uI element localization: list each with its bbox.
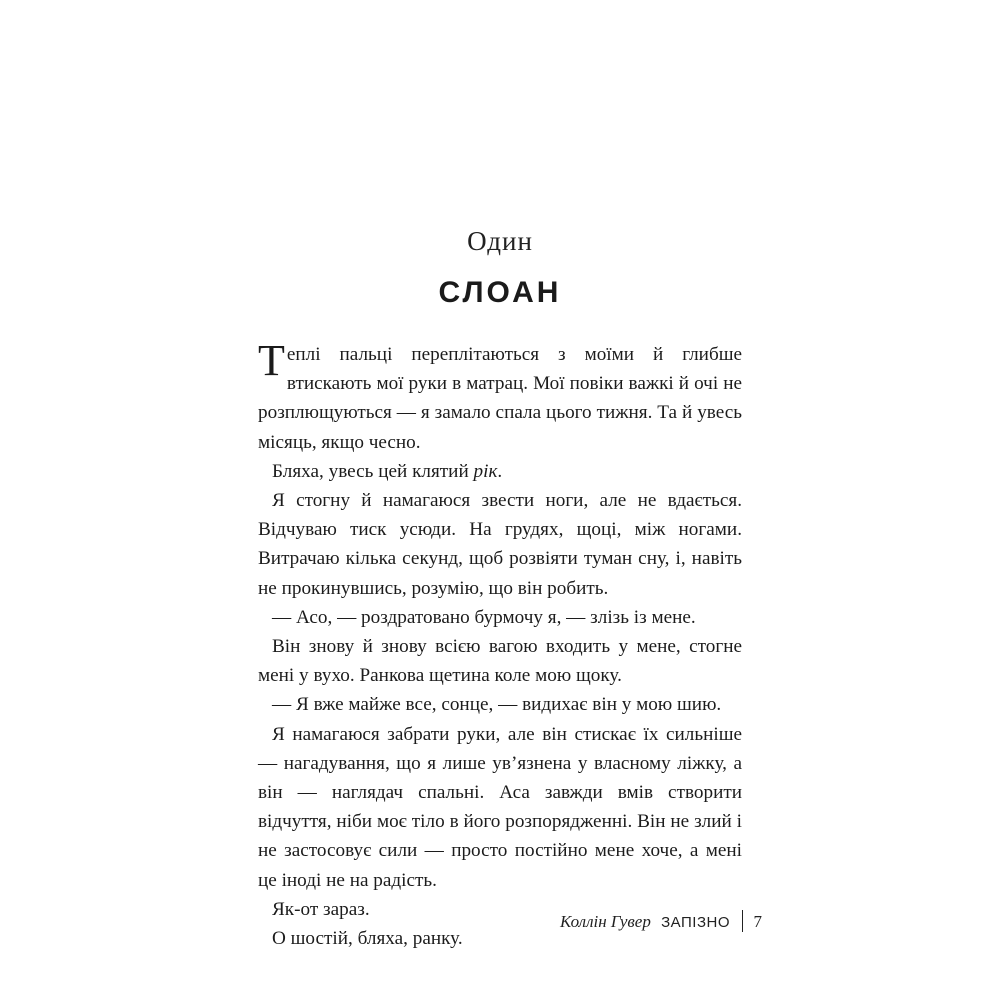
- paragraph: [258, 603, 742, 632]
- emphasis-text: рік: [473, 460, 498, 482]
- paragraph-text: Я стогну й намагаюся звести ноги, але не вдається. Відчуваю тиск усюди. На грудях, щоці, між ногами. Витрачаю кілька секунд, щоб розвіяти туман сну, і, навіть не прокинувшись, розумію, що він робить.: [258, 490, 742, 599]
- paragraph-text: О шостій, бляха, ранку.: [272, 928, 463, 950]
- chapter-number: Один: [467, 226, 533, 256]
- paragraph: [258, 690, 742, 719]
- footer-book-title: ЗАПІЗНО: [661, 914, 730, 931]
- footer-divider: [742, 910, 743, 932]
- paragraph: [258, 457, 742, 486]
- paragraph-text: — Асо, — роздратовано бурмочу я, — злізь із мене.: [272, 606, 696, 628]
- paragraph: [258, 632, 742, 690]
- paragraph-text: Як-от зараз.: [272, 898, 370, 920]
- chapter-title: СЛОАН: [438, 276, 562, 309]
- paragraph: [258, 486, 742, 603]
- paragraph-text: Бляха, увесь цей клятий: [272, 460, 474, 482]
- paragraph-text-end: .: [497, 460, 503, 482]
- drop-cap: Т: [258, 336, 285, 385]
- page-number: 7: [753, 912, 762, 931]
- paragraph-text: Я намагаюся забрати руки, але він стискає їх сильніше — нагадування, що я лише ув’язнена у власному ліжку, а він — наглядач спальні. Аса завжди вмів створити відчуття, ніби моє тіло в його розпорядженні. Він не злий і не застосовує сили — просто постійно мене хоче, а мені це іноді не на радість.: [258, 723, 742, 891]
- body-text: [258, 336, 742, 953]
- paragraph: [258, 336, 742, 457]
- paragraph: [258, 720, 742, 895]
- footer-author: Коллін Гувер: [559, 912, 651, 931]
- paragraph-text: еплі пальці переплітаються з моїми й глибше втискають мої руки в матрац. Мої повіки важкі й очі не розплющуються — я замало спала цього тижня. Та й увесь місяць, якщо чесно.: [258, 344, 742, 453]
- paragraph-text: — Я вже майже все, сонце, — видихає він у мою шию.: [272, 694, 722, 716]
- page-footer: [560, 910, 762, 932]
- paragraph-text: Він знову й знову всією вагою входить у мене, стогне мені у вухо. Ранкова щетина коле мою щоку.: [258, 636, 742, 687]
